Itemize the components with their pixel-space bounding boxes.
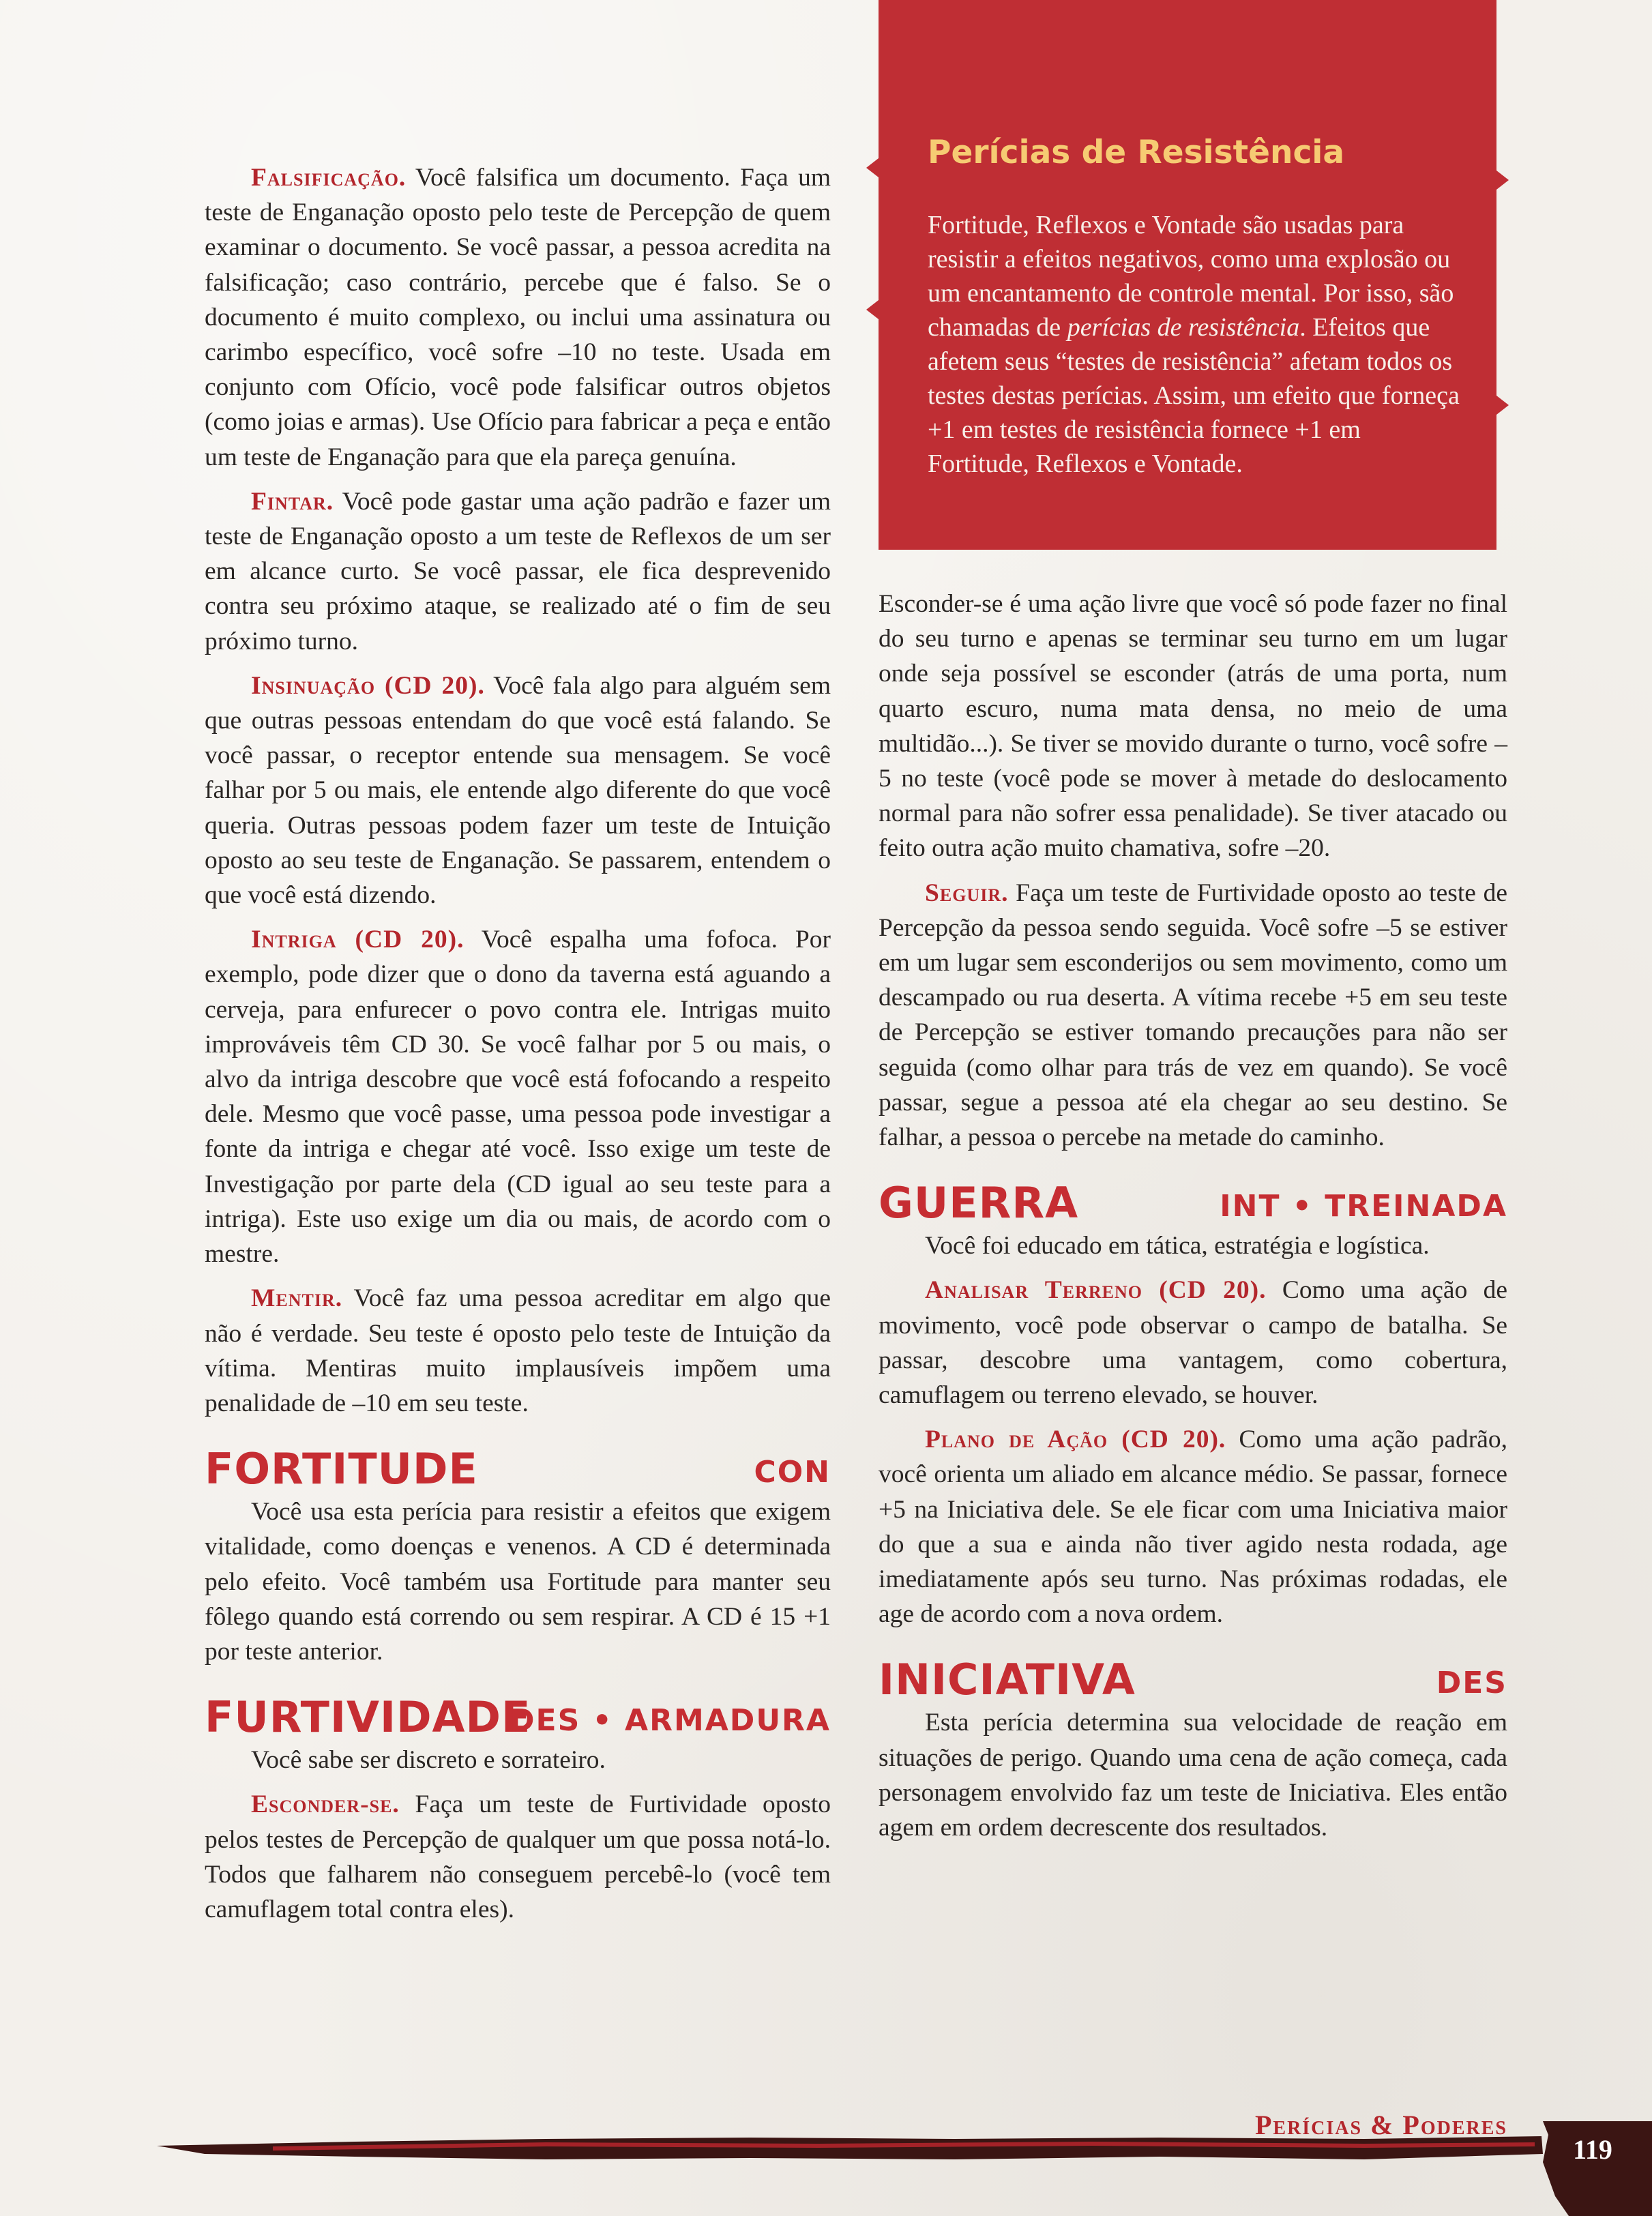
rubric-mentir: Mentir.	[251, 1284, 343, 1313]
heading-fortitude	[205, 1441, 831, 1492]
paragraph-esconder-cont: Esconder-se é uma ação livre que você só pode fazer no final do seu turno e apenas se terminar seu turno em um lugar onde seja possível se esconder (atrás de uma porta, num quarto escuro, numa mata densa, no meio de uma multidão...). Se tiver se movido durante o turno, você sofre –5 no teste (você pode se mover à metade do deslocamento normal para não sofrer essa penalidade). Se tiver atacado ou feito outra ação muito chamativa, sofre –20.	[879, 590, 1507, 863]
paragraph-fintar: Fintar. Você pode gastar uma ação padrão e fazer um teste de Enganação oposto a um teste de Reflexos de um ser em alcance curto. Se você passar, ele fica desprevenido contra seu próximo ataque, se realizado até o fim de seu próximo turno.	[205, 487, 831, 655]
heading-iniciativa	[879, 1652, 1507, 1705]
paragraph-analisar: Analisar Terreno (CD 20). Como uma ação de movimento, você pode observar o campo de batalha. Se passar, descobre uma vantagem, como cobertura, camuflagem ou terreno elevado, se houver.	[879, 1276, 1507, 1410]
rubric-esconder: Esconder-se.	[251, 1790, 400, 1819]
skill-attribute: INT • TREINADA	[1220, 1189, 1507, 1224]
rubric-plano: Plano de Ação (CD 20).	[925, 1425, 1226, 1454]
left-column	[205, 160, 831, 1936]
skill-name: INICIATIVA	[879, 1655, 1136, 1705]
footer-chapter-title: Perícias & Poderes	[1254, 2110, 1507, 2140]
paragraph-plano: Plano de Ação (CD 20). Como uma ação padrão, você orienta um aliado em alcance médio. Se passar, fornece +5 na Iniciativa dele. Se ele ficar com uma Iniciativa maior do que a sua e ainda não tiver agido nesta rodada, age imediatamente após seu turno. Nas próximas rodadas, ele age de acordo com a nova ordem.	[879, 1425, 1507, 1629]
rubric-analisar: Analisar Terreno (CD 20).	[925, 1276, 1267, 1305]
paragraph-guerra-intro: Você foi educado em tática, estratégia e logística.	[925, 1232, 1430, 1260]
sidebar-notch	[1496, 171, 1509, 190]
paragraph-esconder: Esconder-se. Faça um teste de Furtividade oposto pelos testes de Percepção de qualquer um que possa notá-lo. Todos que falharem não conseguem percebê-lo (você tem camuflagem total contra eles).	[205, 1790, 831, 1923]
rubric-seguir: Seguir.	[925, 878, 1009, 907]
sidebar-title: Perícias de Resistência	[928, 134, 1345, 171]
sidebar-notch	[866, 300, 879, 319]
paragraph-seguir: Seguir. Faça um teste de Furtividade oposto ao teste de Percepção da pessoa sendo seguida. Você sofre –5 se estiver em um lugar sem esconderijos ou sem movimento, como um descampado ou rua deserta. A vítima recebe +5 em seu teste de Percepção se estiver tomando precauções para não ser seguida (como olhar para trás de vez em quando). Se você passar, segue a pessoa até ela chegar ao seu destino. Se falhar, a pessoa o percebe na metade do caminho.	[879, 878, 1507, 1152]
skill-name: FURTIVIDADE	[205, 1692, 531, 1743]
paragraph-falsificacao: Falsificação. Você falsifica um documento. Faça um teste de Enganação oposto pelo teste de Percepção de quem examinar o documento. Se você passar, a pessoa acredita na falsificação; caso contrário, percebe que é falso. Se o documento é muito complexo, ou inclui uma assinatura ou carimbo específico, você sofre –10 no teste. Usada em conjunto com Ofício, você pode falsificar outros objetos (como joias e armas). Use Ofício para fabricar a peça e então um teste de Enganação para que ela pareça genuína.	[205, 164, 831, 471]
rubric-fintar: Fintar.	[251, 487, 334, 516]
skill-name: FORTITUDE	[205, 1444, 478, 1494]
paragraph-iniciativa: Esta perícia determina sua velocidade de reação em situações de perigo. Quando uma cena de ação começa, cada personagem envolvido faz um teste de Iniciativa. Eles então agem em ordem decrescente dos resultados.	[879, 1709, 1507, 1842]
sidebar-notch	[866, 158, 879, 177]
heading-guerra	[879, 1175, 1507, 1226]
paragraph-intriga: Intriga (CD 20). Você espalha uma fofoca. Por exemplo, pode dizer que o dono da taverna está aguando a cerveja, para enfurecer o povo contra ele. Intrigas muito improváveis têm CD 30. Se você falhar por 5 ou mais, o alvo da intriga descobre que você está fofocando a respeito dele. Mesmo que você passe, uma pessoa pode investigar a fonte da intriga e chegar até você. Isso exige um teste de Investigação por parte dela (CD igual ao seu teste para a intriga). Este uso exige um dia ou mais, de acordo com o mestre.	[205, 926, 831, 1269]
skill-attribute: DES • ARMADURA	[510, 1703, 831, 1739]
sidebar-box	[879, 0, 1496, 550]
rubric-falsificacao: Falsificação.	[251, 164, 407, 192]
skill-attribute: DES	[1436, 1666, 1507, 1701]
sidebar-italic-term: perícias de resistência	[1067, 313, 1300, 342]
footer-decorative-bar	[0, 2121, 1652, 2216]
sidebar-notch	[1496, 396, 1509, 415]
page-number: 119	[1573, 2134, 1612, 2165]
sidebar-text: Fortitude, Reflexos e Vontade são usadas para resistir a efeitos negativos, como uma explosão ou um encantamento de controle mental. Por isso, são chamadas de perícias de resistência. Efeitos que afetem seus “testes de resistência” afetam todos os testes destas perícias. Assim, um efeito que forneça +1 em testes de resistência fornece +1 em Fortitude, Reflexos e Vontade.	[928, 211, 1460, 478]
paragraph-fortitude: Você usa esta perícia para resistir a efeitos que exigem vitalidade, como doenças e venenos. A CD é determinada pelo efeito. Você também usa Fortitude para manter seu fôlego quando está correndo ou sem respirar. A CD é 15 +1 por teste anterior.	[205, 1498, 831, 1666]
rubric-insinuacao: Insinuação (CD 20).	[251, 671, 485, 700]
paragraph-mentir: Mentir. Você faz uma pessoa acreditar em algo que não é verdade. Seu teste é oposto pelo teste de Intuição da vítima. Mentiras muito implausíveis impõem uma penalidade de –10 em seu teste.	[205, 1284, 831, 1417]
skill-attribute: CON	[754, 1455, 831, 1490]
right-column	[879, 587, 1507, 1855]
paragraph-insinuacao: Insinuação (CD 20). Você fala algo para alguém sem que outras pessoas entendam do que você está falando. Se você passar, o receptor entende sua mensagem. Se você falhar por 5 ou mais, ele entende algo diferente do que você queria. Outras pessoas podem fazer um teste de Intuição oposto ao seu teste de Enganação. Se passarem, entendem o que você está dizendo.	[205, 671, 831, 910]
paragraph-furtividade-intro: Você sabe ser discreto e sorrateiro.	[251, 1746, 606, 1775]
skill-name: GUERRA	[879, 1178, 1079, 1228]
rubric-intriga: Intriga (CD 20).	[251, 926, 464, 954]
heading-furtividade	[205, 1689, 831, 1743]
